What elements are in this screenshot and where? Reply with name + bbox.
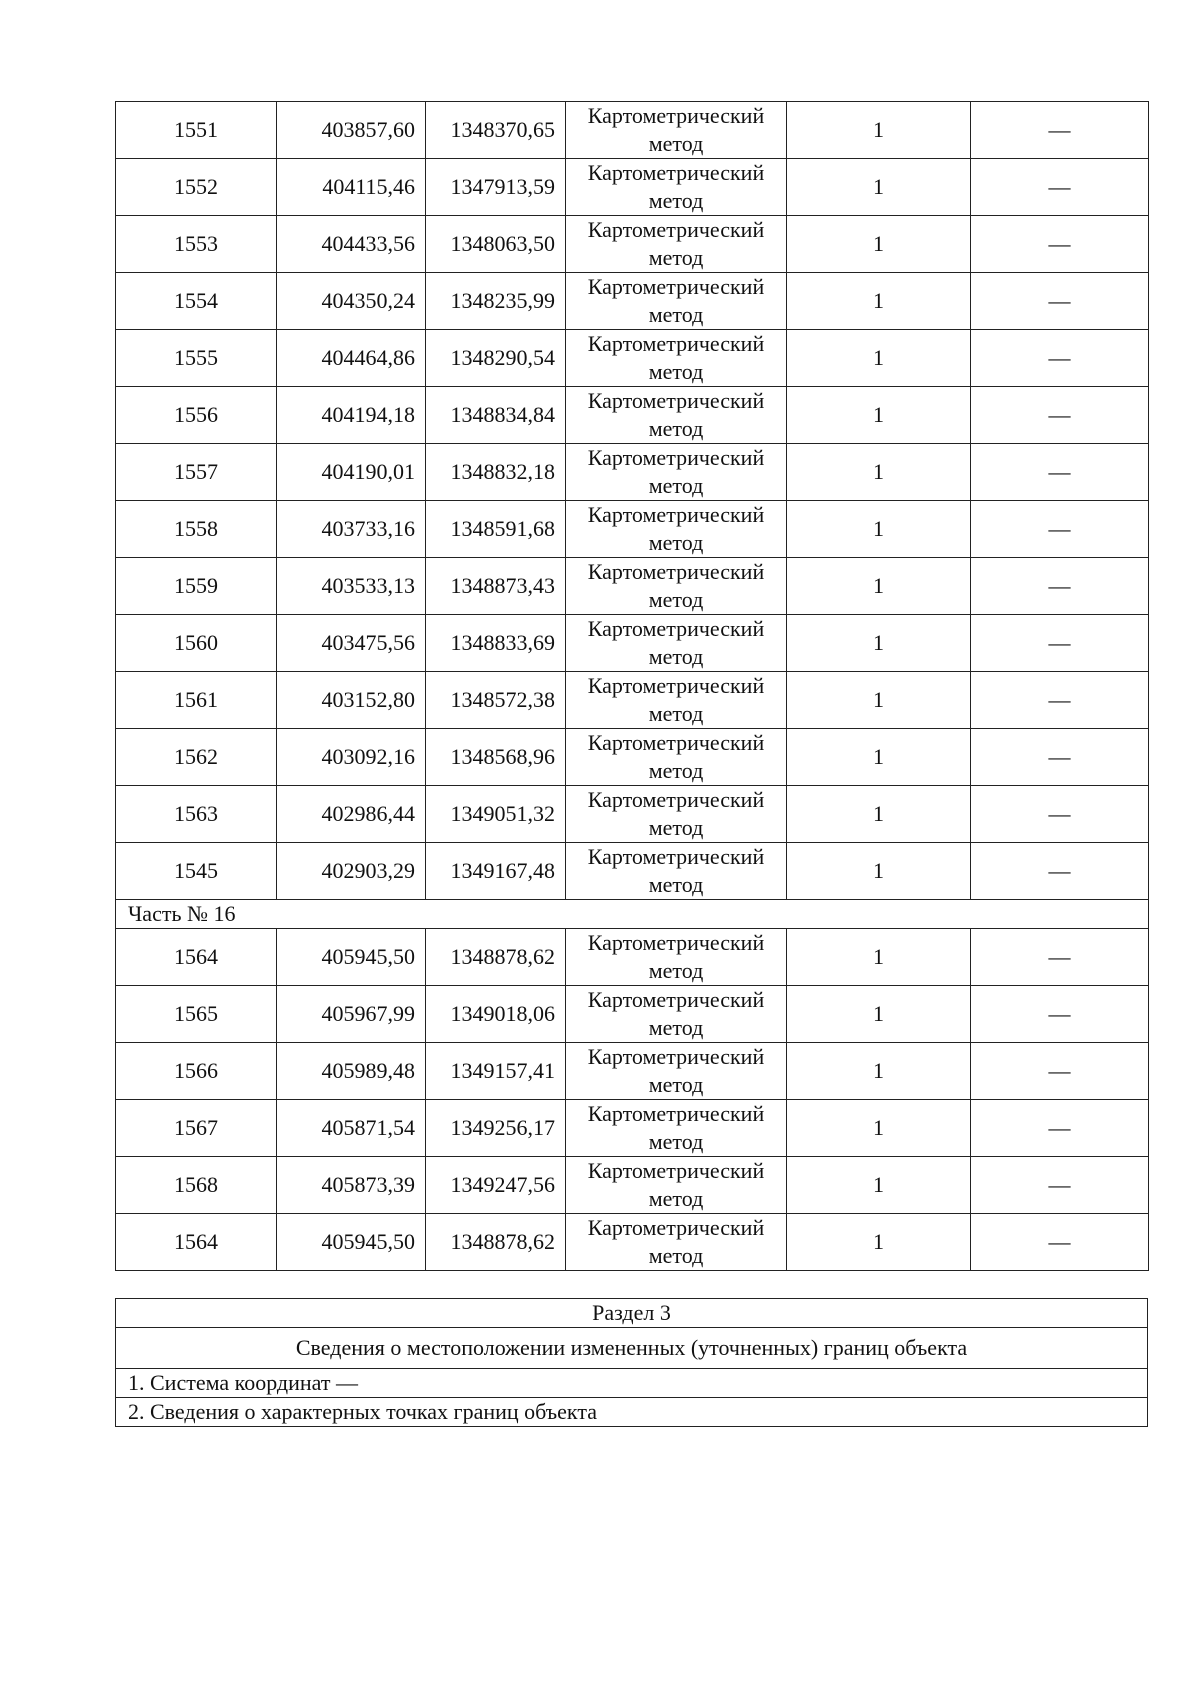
coord-y-cell: 1349256,17	[426, 1100, 566, 1157]
table-row	[116, 929, 1149, 986]
note-cell: —	[971, 501, 1149, 558]
method-cell: Картометрический метод	[566, 986, 787, 1043]
table-row	[116, 1100, 1149, 1157]
coord-y-cell: 1348290,54	[426, 330, 566, 387]
section-subtitle-row	[116, 1328, 1148, 1369]
table-row	[116, 786, 1149, 843]
coord-y-cell: 1348878,62	[426, 1214, 566, 1271]
table-row	[116, 102, 1149, 159]
accuracy-cell: 1	[787, 387, 971, 444]
note-cell: —	[971, 929, 1149, 986]
note-cell: —	[971, 387, 1149, 444]
method-cell: Картометрический метод	[566, 444, 787, 501]
method-cell: Картометрический метод	[566, 501, 787, 558]
coord-x-cell: 402903,29	[277, 843, 426, 900]
section-3-table	[115, 1298, 1148, 1427]
note-cell: —	[971, 786, 1149, 843]
coord-y-cell: 1348833,69	[426, 615, 566, 672]
point-number-cell: 1552	[116, 159, 277, 216]
coord-x-cell: 405945,50	[277, 929, 426, 986]
table-row	[116, 216, 1149, 273]
method-cell: Картометрический метод	[566, 843, 787, 900]
point-number-cell: 1556	[116, 387, 277, 444]
note-cell: —	[971, 273, 1149, 330]
note-cell: —	[971, 729, 1149, 786]
method-cell: Картометрический метод	[566, 102, 787, 159]
method-cell: Картометрический метод	[566, 1214, 787, 1271]
accuracy-cell: 1	[787, 159, 971, 216]
note-cell: —	[971, 615, 1149, 672]
method-cell: Картометрический метод	[566, 1043, 787, 1100]
coord-y-cell: 1348834,84	[426, 387, 566, 444]
point-number-cell: 1562	[116, 729, 277, 786]
accuracy-cell: 1	[787, 729, 971, 786]
accuracy-cell: 1	[787, 843, 971, 900]
accuracy-cell: 1	[787, 1214, 971, 1271]
part-label: Часть № 16	[116, 900, 1149, 929]
coord-x-cell: 403733,16	[277, 501, 426, 558]
point-number-cell: 1551	[116, 102, 277, 159]
coord-x-cell: 405871,54	[277, 1100, 426, 1157]
accuracy-cell: 1	[787, 929, 971, 986]
table-row	[116, 501, 1149, 558]
coord-x-cell: 405945,50	[277, 1214, 426, 1271]
method-cell: Картометрический метод	[566, 159, 787, 216]
point-number-cell: 1568	[116, 1157, 277, 1214]
coord-y-cell: 1348878,62	[426, 929, 566, 986]
coord-x-cell: 404464,86	[277, 330, 426, 387]
coord-x-cell: 405989,48	[277, 1043, 426, 1100]
note-cell: —	[971, 1157, 1149, 1214]
points-info-text: 2. Сведения о характерных точках границ объекта	[116, 1398, 1148, 1427]
table-row	[116, 615, 1149, 672]
note-cell: —	[971, 159, 1149, 216]
coord-x-cell: 404190,01	[277, 444, 426, 501]
table-row	[116, 843, 1149, 900]
accuracy-cell: 1	[787, 986, 971, 1043]
table-row	[116, 273, 1149, 330]
method-cell: Картометрический метод	[566, 330, 787, 387]
method-cell: Картометрический метод	[566, 786, 787, 843]
note-cell: —	[971, 843, 1149, 900]
point-number-cell: 1560	[116, 615, 277, 672]
note-cell: —	[971, 216, 1149, 273]
coord-y-cell: 1349157,41	[426, 1043, 566, 1100]
coordinate-system-text: 1. Система координат —	[116, 1369, 1148, 1398]
points-info-row	[116, 1398, 1148, 1427]
point-number-cell: 1558	[116, 501, 277, 558]
section-title: Раздел 3	[116, 1299, 1148, 1328]
point-number-cell: 1554	[116, 273, 277, 330]
boundary-points-table	[115, 101, 1149, 1271]
coord-y-cell: 1349247,56	[426, 1157, 566, 1214]
table-row	[116, 387, 1149, 444]
note-cell: —	[971, 558, 1149, 615]
coord-x-cell: 404433,56	[277, 216, 426, 273]
note-cell: —	[971, 330, 1149, 387]
coord-y-cell: 1348370,65	[426, 102, 566, 159]
coord-x-cell: 404115,46	[277, 159, 426, 216]
coord-y-cell: 1349167,48	[426, 843, 566, 900]
table-row	[116, 159, 1149, 216]
note-cell: —	[971, 444, 1149, 501]
method-cell: Картометрический метод	[566, 1100, 787, 1157]
point-number-cell: 1566	[116, 1043, 277, 1100]
accuracy-cell: 1	[787, 273, 971, 330]
note-cell: —	[971, 1214, 1149, 1271]
accuracy-cell: 1	[787, 786, 971, 843]
method-cell: Картометрический метод	[566, 558, 787, 615]
part-row	[116, 900, 1149, 929]
point-number-cell: 1564	[116, 1214, 277, 1271]
table-row	[116, 1214, 1149, 1271]
coord-y-cell: 1349051,32	[426, 786, 566, 843]
table-row	[116, 444, 1149, 501]
note-cell: —	[971, 672, 1149, 729]
coord-y-cell: 1348568,96	[426, 729, 566, 786]
coord-x-cell: 403475,56	[277, 615, 426, 672]
method-cell: Картометрический метод	[566, 615, 787, 672]
coord-x-cell: 402986,44	[277, 786, 426, 843]
accuracy-cell: 1	[787, 615, 971, 672]
note-cell: —	[971, 102, 1149, 159]
table-row	[116, 330, 1149, 387]
section-subtitle: Сведения о местоположении измененных (уточненных) границ объекта	[116, 1328, 1148, 1369]
accuracy-cell: 1	[787, 102, 971, 159]
coord-y-cell: 1349018,06	[426, 986, 566, 1043]
coord-y-cell: 1348572,38	[426, 672, 566, 729]
note-cell: —	[971, 986, 1149, 1043]
coord-y-cell: 1348832,18	[426, 444, 566, 501]
accuracy-cell: 1	[787, 501, 971, 558]
coord-y-cell: 1347913,59	[426, 159, 566, 216]
accuracy-cell: 1	[787, 444, 971, 501]
note-cell: —	[971, 1043, 1149, 1100]
accuracy-cell: 1	[787, 330, 971, 387]
point-number-cell: 1567	[116, 1100, 277, 1157]
method-cell: Картометрический метод	[566, 729, 787, 786]
accuracy-cell: 1	[787, 1100, 971, 1157]
accuracy-cell: 1	[787, 672, 971, 729]
accuracy-cell: 1	[787, 216, 971, 273]
coord-x-cell: 405967,99	[277, 986, 426, 1043]
coord-y-cell: 1348873,43	[426, 558, 566, 615]
boundary-points-body	[116, 102, 1149, 1271]
coord-x-cell: 403857,60	[277, 102, 426, 159]
point-number-cell: 1557	[116, 444, 277, 501]
table-row	[116, 1157, 1149, 1214]
coord-x-cell: 403092,16	[277, 729, 426, 786]
point-number-cell: 1555	[116, 330, 277, 387]
point-number-cell: 1564	[116, 929, 277, 986]
point-number-cell: 1563	[116, 786, 277, 843]
accuracy-cell: 1	[787, 1043, 971, 1100]
point-number-cell: 1561	[116, 672, 277, 729]
accuracy-cell: 1	[787, 1157, 971, 1214]
table-row	[116, 986, 1149, 1043]
method-cell: Картометрический метод	[566, 216, 787, 273]
table-row	[116, 558, 1149, 615]
coord-x-cell: 405873,39	[277, 1157, 426, 1214]
point-number-cell: 1565	[116, 986, 277, 1043]
coord-x-cell: 403152,80	[277, 672, 426, 729]
coord-y-cell: 1348063,50	[426, 216, 566, 273]
note-cell: —	[971, 1100, 1149, 1157]
method-cell: Картометрический метод	[566, 387, 787, 444]
coord-x-cell: 404194,18	[277, 387, 426, 444]
point-number-cell: 1559	[116, 558, 277, 615]
coord-y-cell: 1348591,68	[426, 501, 566, 558]
table-row	[116, 729, 1149, 786]
table-row	[116, 1043, 1149, 1100]
accuracy-cell: 1	[787, 558, 971, 615]
method-cell: Картометрический метод	[566, 929, 787, 986]
coordinate-system-row	[116, 1369, 1148, 1398]
coord-y-cell: 1348235,99	[426, 273, 566, 330]
method-cell: Картометрический метод	[566, 1157, 787, 1214]
method-cell: Картометрический метод	[566, 273, 787, 330]
coord-x-cell: 404350,24	[277, 273, 426, 330]
point-number-cell: 1545	[116, 843, 277, 900]
section-title-row	[116, 1299, 1148, 1328]
method-cell: Картометрический метод	[566, 672, 787, 729]
point-number-cell: 1553	[116, 216, 277, 273]
table-row	[116, 672, 1149, 729]
coord-x-cell: 403533,13	[277, 558, 426, 615]
